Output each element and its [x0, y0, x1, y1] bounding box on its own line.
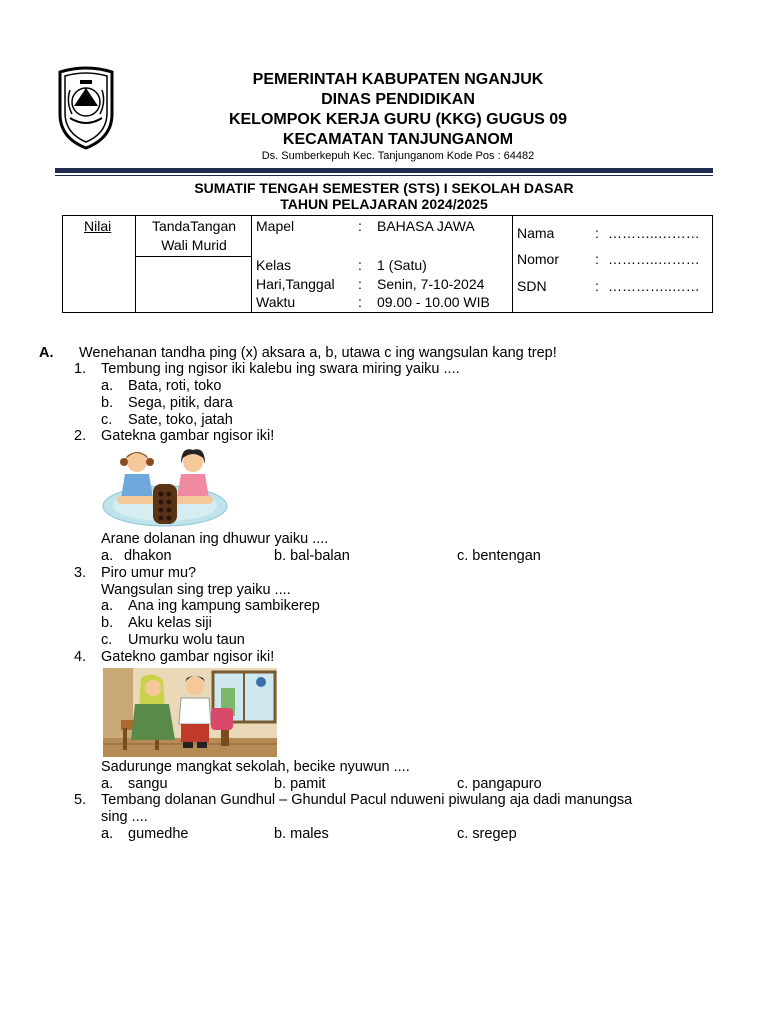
dhakon-illustration: [101, 448, 229, 530]
name-field[interactable]: ………..………: [608, 225, 700, 241]
option-b[interactable]: b. pamit: [274, 776, 326, 792]
field-colon: :: [358, 257, 362, 273]
option-letter: a.: [101, 826, 114, 842]
question-text-2: Arane dolanan ing dhuwur yaiku ....: [101, 531, 329, 547]
identity-colon: :: [595, 225, 599, 241]
exam-info-table: [62, 215, 713, 313]
question-number: 4.: [74, 649, 87, 665]
school-field[interactable]: …………..……: [608, 278, 700, 294]
option-a[interactable]: gumedhe: [128, 826, 189, 842]
field-value: 1 (Satu): [377, 257, 427, 273]
header-district: KECAMATAN TANJUNGANOM: [282, 131, 514, 148]
exam-title: SUMATIF TENGAH SEMESTER (STS) I SEKOLAH DASAR: [194, 180, 574, 196]
field-value: Senin, 7-10-2024: [377, 276, 485, 292]
option-a[interactable]: Bata, roti, toko: [128, 378, 222, 394]
field-label: Kelas: [256, 257, 292, 273]
option-b[interactable]: Aku kelas siji: [128, 615, 212, 631]
question-text: Tembang dolanan Gundhul – Ghundul Pacul nduweni piwulang aja dadi manungsa: [101, 792, 633, 808]
section-letter: A.: [39, 345, 54, 361]
regency-logo: [52, 66, 120, 150]
number-field[interactable]: ………..………: [608, 251, 700, 267]
header-department: DINAS PENDIDIKAN: [321, 91, 475, 108]
field-colon: :: [358, 276, 362, 292]
section-instruction: Wenehanan tandha ping (x) aksara a, b, utawa c ing wangsulan kang trep!: [79, 345, 557, 361]
question-number: 1.: [74, 361, 87, 377]
option-letter: a.: [101, 378, 114, 394]
option-b[interactable]: Sega, pitik, dara: [128, 395, 233, 411]
option-c[interactable]: Umurku wolu taun: [128, 632, 245, 648]
option-c[interactable]: c. pangapuro: [457, 776, 542, 792]
nilai-label: Nilai: [84, 218, 112, 234]
option-letter: b.: [101, 615, 114, 631]
field-label: Mapel: [256, 218, 295, 234]
table-divider: [512, 216, 513, 312]
field-label: Hari,Tanggal: [256, 276, 335, 292]
option-a[interactable]: dhakon: [124, 548, 172, 564]
option-letter: a.: [101, 548, 114, 564]
signature-label: TandaTangan: [151, 218, 237, 234]
question-text: Piro umur mu?: [101, 565, 197, 581]
field-colon: :: [358, 294, 362, 310]
option-letter: a.: [101, 776, 114, 792]
option-c[interactable]: c. sregep: [457, 826, 517, 842]
header-divider-thin: [55, 175, 713, 176]
exam-year: TAHUN PELAJARAN 2024/2025: [280, 196, 488, 212]
option-a[interactable]: sangu: [128, 776, 168, 792]
option-b[interactable]: b. bal-balan: [274, 548, 350, 564]
question-text-2: Sadurunge mangkat sekolah, becike nyuwun ....: [101, 759, 410, 775]
identity-colon: :: [595, 251, 599, 267]
option-letter: b.: [101, 395, 114, 411]
identity-label: Nomor: [517, 251, 560, 267]
family-farewell-illustration: [103, 668, 277, 757]
question-number: 5.: [74, 792, 87, 808]
field-label: Waktu: [256, 294, 296, 310]
signature-label-2: Wali Murid: [161, 237, 227, 253]
identity-label: SDN: [517, 278, 547, 294]
option-letter: c.: [101, 412, 113, 428]
question-text-2: sing ....: [101, 809, 148, 825]
question-text-2: Wangsulan sing trep yaiku ....: [101, 582, 291, 598]
question-number: 3.: [74, 565, 87, 581]
table-divider: [135, 256, 252, 257]
option-letter: c.: [101, 632, 113, 648]
field-colon: :: [358, 218, 362, 234]
header-divider-thick: [55, 168, 713, 173]
identity-colon: :: [595, 278, 599, 294]
field-value: 09.00 - 10.00 WIB: [377, 294, 490, 310]
option-letter: a.: [101, 598, 114, 614]
question-text: Tembung ing ngisor iki kalebu ing swara miring yaiku ....: [101, 361, 460, 377]
header-teacher-group: KELOMPOK KERJA GURU (KKG) GUGUS 09: [228, 111, 568, 128]
option-a[interactable]: Ana ing kampung sambikerep: [128, 598, 320, 614]
identity-label: Nama: [517, 225, 555, 241]
header-government: PEMERINTAH KABUPATEN NGANJUK: [252, 71, 544, 88]
option-b[interactable]: b. males: [274, 826, 329, 842]
question-number: 2.: [74, 428, 87, 444]
header-address: Ds. Sumberkepuh Kec. Tanjunganom Kode Pos : 64482: [261, 150, 535, 162]
option-c[interactable]: Sate, toko, jatah: [128, 412, 233, 428]
question-text: Gatekno gambar ngisor iki!: [101, 649, 275, 665]
question-text: Gatekna gambar ngisor iki!: [101, 428, 275, 444]
option-c[interactable]: c. bentengan: [457, 548, 541, 564]
field-value: BAHASA JAWA: [377, 218, 475, 234]
